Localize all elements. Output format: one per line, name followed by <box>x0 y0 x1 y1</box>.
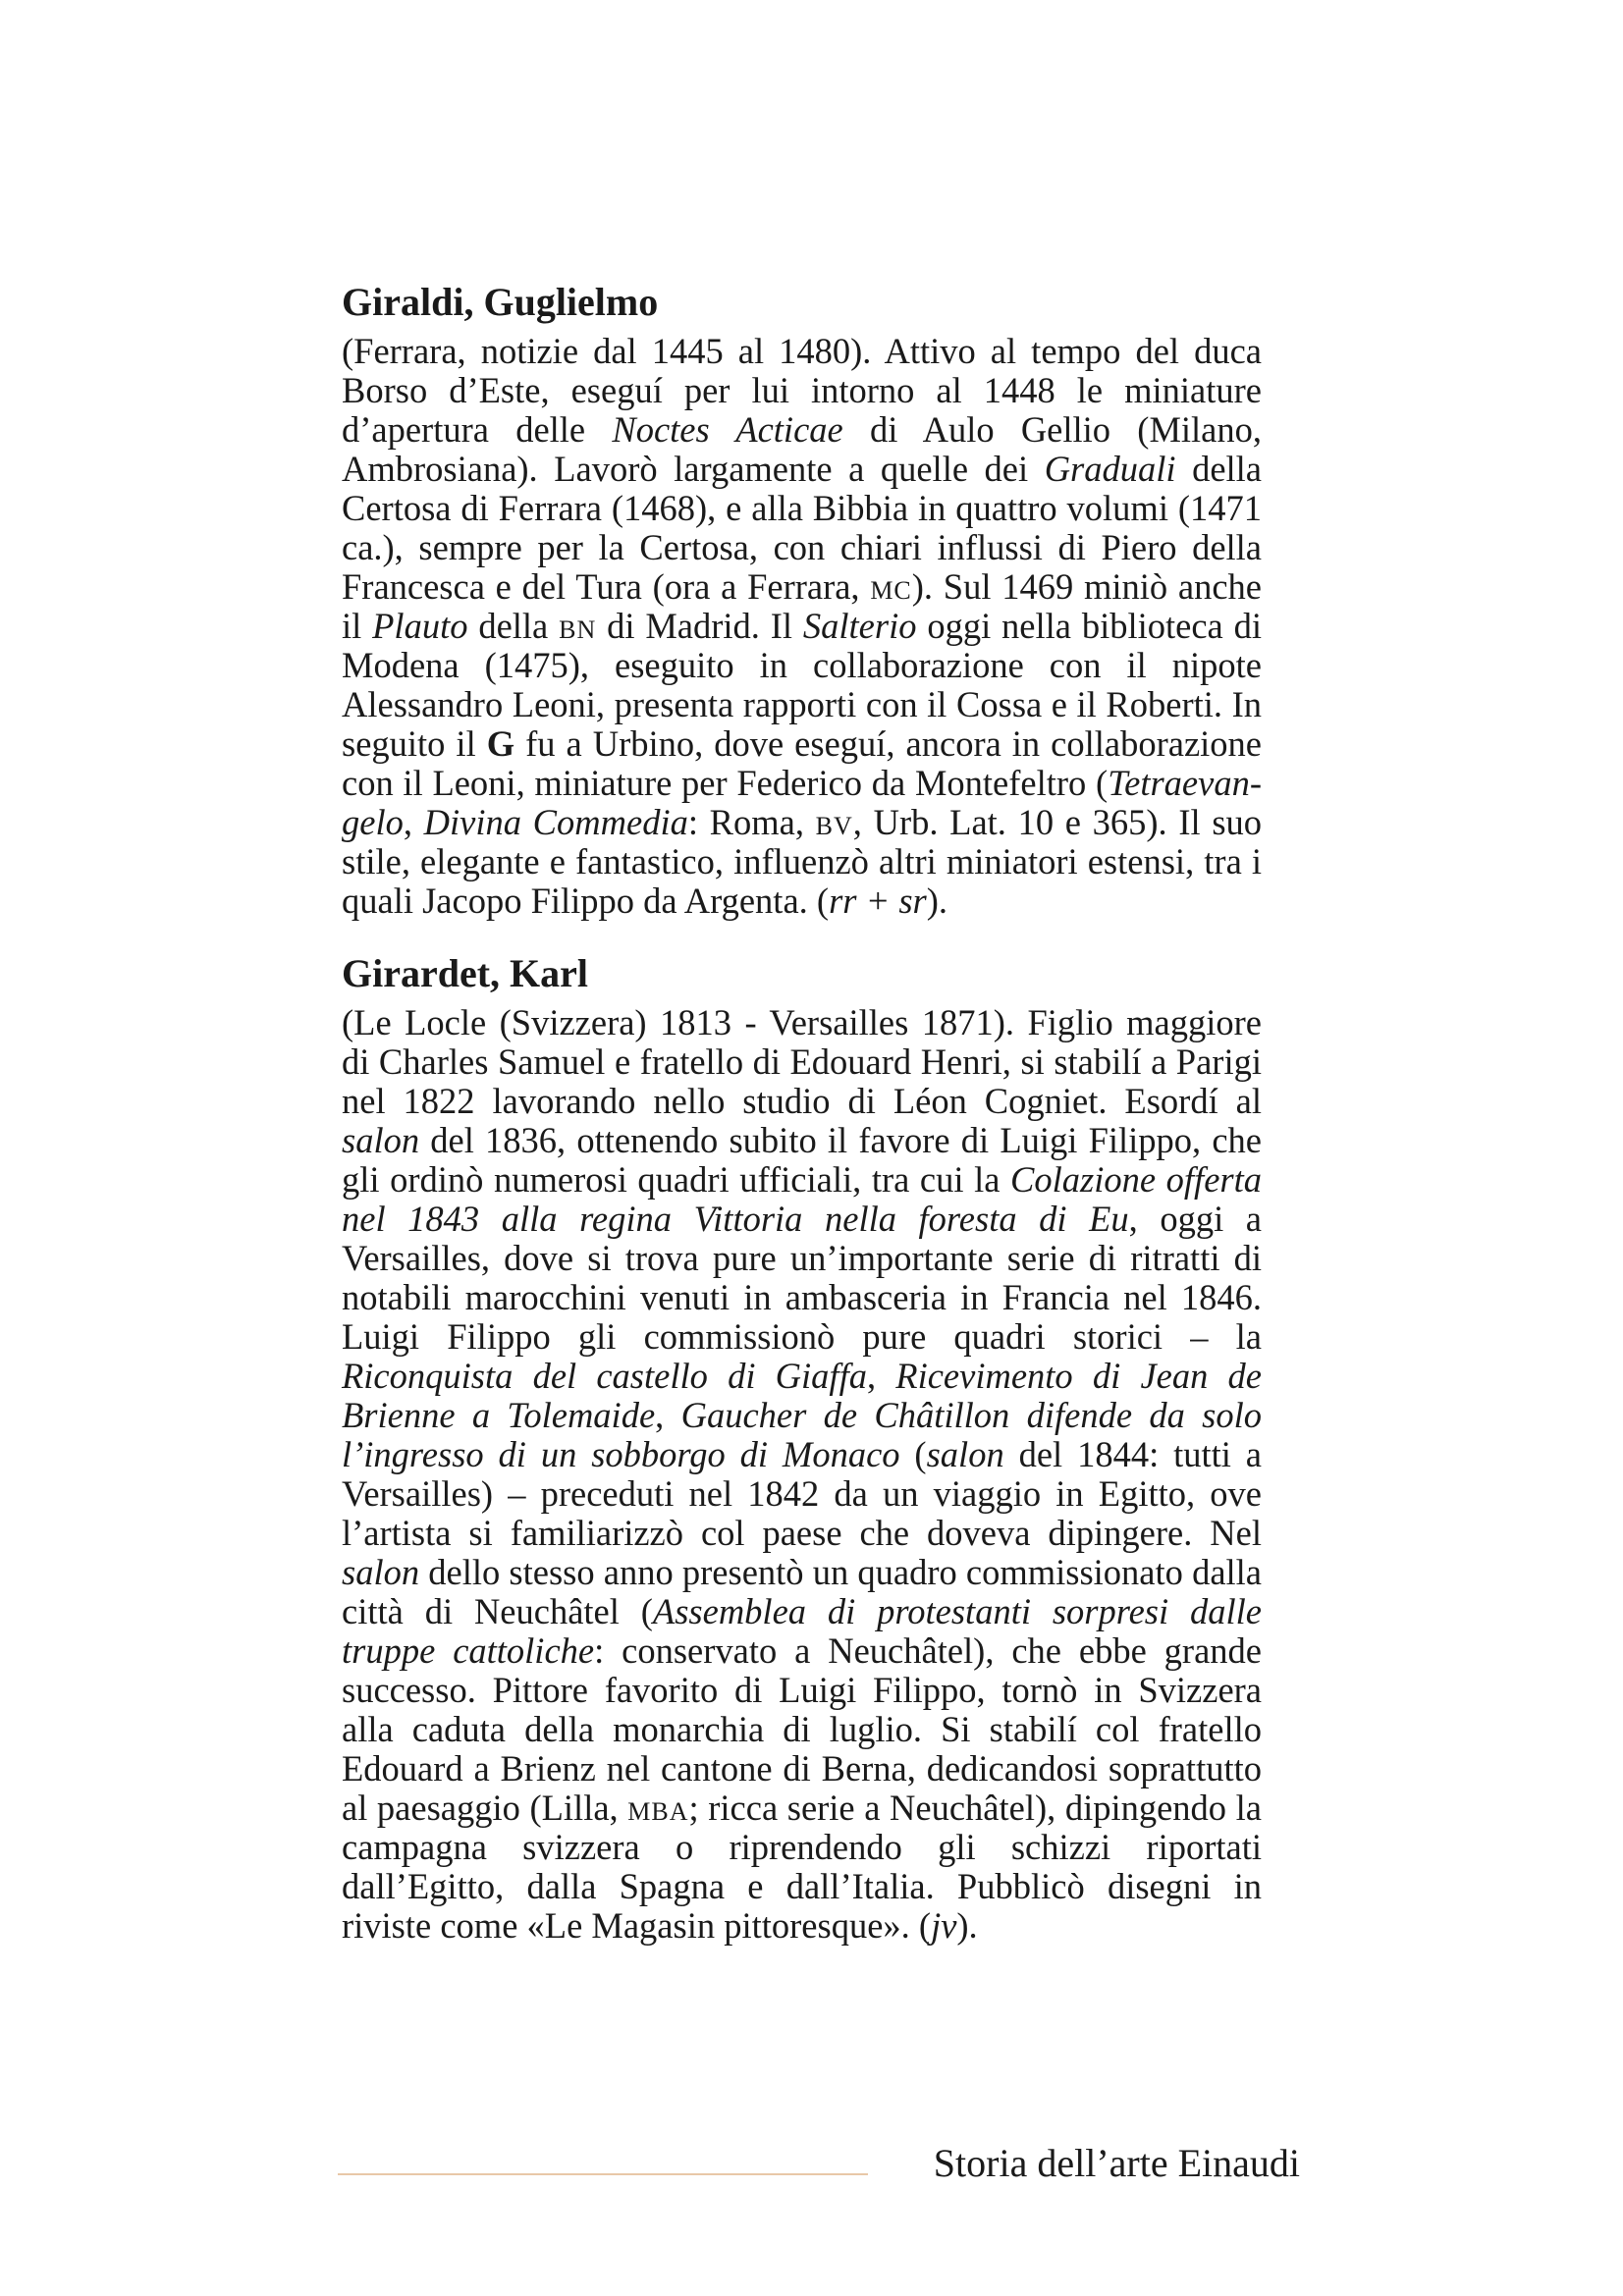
entry-text: (Ferrara, notizie dal 1445 al 1480). Attivo al tempo del duca Borso d’Este, eseguí per lui intorno al 1448 le miniature d’apertura delle <box>342 331 1262 450</box>
author-initials: rr + sr <box>829 881 927 921</box>
work-title: Gaucher de Châtillon difende da solo l’ingresso di un sobborgo di Monaco <box>342 1395 1262 1474</box>
work-title: salon <box>342 1552 420 1592</box>
entry-body <box>342 1003 1262 1946</box>
entry-text: di Madrid. Il <box>596 606 803 646</box>
entry-giraldi-guglielmo <box>342 277 1262 921</box>
work-title: Colazione offerta nel 1843 alla regina Vittoria nella foresta di Eu <box>342 1159 1262 1239</box>
entry-text: dello stesso anno presentò un quadro commissionato dalla città di Neuchâtel ( <box>342 1552 1262 1631</box>
entry-text: di Aulo Gellio (Milano, Ambrosiana). Lavorò largamente a quelle dei <box>342 409 1263 489</box>
footer-title: Storia dell’arte Einaudi <box>933 2141 1300 2185</box>
library-abbreviation: bn <box>559 606 597 646</box>
entry-text: , <box>403 802 424 842</box>
entry-text: , oggi a Versailles, dove si trova pure un’importante serie di ritratti di notabili marocchini venuti in ambasceria in Francia nel 1846. Luigi Filippo gli commissionò pure quadri storici – la <box>342 1199 1263 1357</box>
work-title: salon <box>342 1120 420 1160</box>
work-title: salon <box>926 1434 1004 1474</box>
page-footer <box>338 2140 1300 2199</box>
entry-headword: Girardet, Karl <box>342 951 589 995</box>
entry-text: , Urb. Lat. 10 e 365). Il suo stile, elegante e fantastico, influenzò altri miniatori estensi, tra i quali Jacopo Filippo da Argenta. ( <box>342 802 1263 921</box>
entry-girardet-karl <box>342 948 1262 1946</box>
entry-text: della Certosa di Ferrara (1468), e alla Bibbia in quattro volumi (1471 ca.), sempre per la Certosa, con chiari influssi di Piero della Francesca e del Tura (ora a Ferrara, <box>342 449 1263 607</box>
work-title: Ricevimento di Jean de Brienne a Tolemaide <box>342 1356 1263 1435</box>
work-title: Noctes Acticae <box>612 409 843 450</box>
entry-text: ; ricca serie a Neuchâtel), dipingendo la campagna svizzera o riprendendo gli schizzi riportati dall’Egitto, dalla Spagna e dall’Italia. Pubblicò disegni in riviste come «Le Magasin pittoresque». ( <box>342 1788 1262 1946</box>
entry-text: : Roma, <box>687 802 816 842</box>
work-title: Graduali <box>1044 449 1176 489</box>
library-abbreviation: bv <box>815 802 853 842</box>
entry-text: oggi nella biblioteca di Modena (1475), eseguito in collaborazione con il nipote Alessandro Leoni, presenta rapporti con il Cossa e il Roberti. In seguito il <box>342 606 1262 764</box>
entry-text: fu a Urbino, dove eseguí, ancora in collaborazione con il Leoni, miniature per Federico da Montefeltro ( <box>342 723 1263 803</box>
entry-text: ( <box>899 1434 927 1474</box>
entry-text: del 1844: tutti a Versailles) – preceduti nel 1842 da un viaggio in Egitto, ove l’artista si familiarizzò col paese che doveva dipingere. Nel <box>342 1434 1263 1553</box>
entry-text: ). <box>926 881 948 921</box>
author-initials: jv <box>931 1905 957 1946</box>
entry-text: del 1836, ottenendo subito il favore di Luigi Filippo, che gli ordinò numerosi quadri ufficiali, tra cui la <box>342 1120 1262 1200</box>
work-title: Divina Commedia <box>423 802 688 842</box>
entry-text: , <box>655 1395 681 1435</box>
work-title: Assemblea di protestanti sorpresi dalle truppe cattoliche <box>342 1591 1262 1671</box>
museum-abbreviation: mc <box>870 566 912 607</box>
entry-text: , <box>866 1356 896 1396</box>
entry-text: (Le Locle (Svizzera) 1813 - Versailles 1871). Figlio maggiore di Charles Samuel e fratello di Edouard Henri, si stabilí a Parigi nel 1822 lavorando nello studio di Léon Cogniet. Esordí al <box>342 1002 1262 1121</box>
entry-text: : conservato a Neuchâtel), che ebbe grande successo. Pittore favorito di Luigi Filippo, tornò in Svizzera alla caduta della monarchia di luglio. Si stabilí col fratello Edouard a Brienz nel cantone di Berna, dedicandosi soprattutto al paesaggio (Lilla, <box>342 1630 1262 1828</box>
museum-abbreviation: mba <box>627 1788 689 1828</box>
headword-initial: G <box>486 723 515 764</box>
entry-text: ). Sul 1469 miniò anche il <box>342 566 1262 646</box>
work-title: Plauto <box>372 606 468 646</box>
entry-body <box>342 332 1262 921</box>
entry-text: ). <box>956 1905 978 1946</box>
footer-divider <box>338 2173 868 2175</box>
page-content <box>342 277 1262 1973</box>
work-title: Salterio <box>802 606 917 646</box>
work-title: Tetraevangelo <box>342 763 1262 842</box>
entry-text: della <box>467 606 560 646</box>
work-title: Riconquista del castello di Giaffa <box>342 1356 867 1396</box>
entry-headword: Giraldi, Guglielmo <box>342 280 659 324</box>
